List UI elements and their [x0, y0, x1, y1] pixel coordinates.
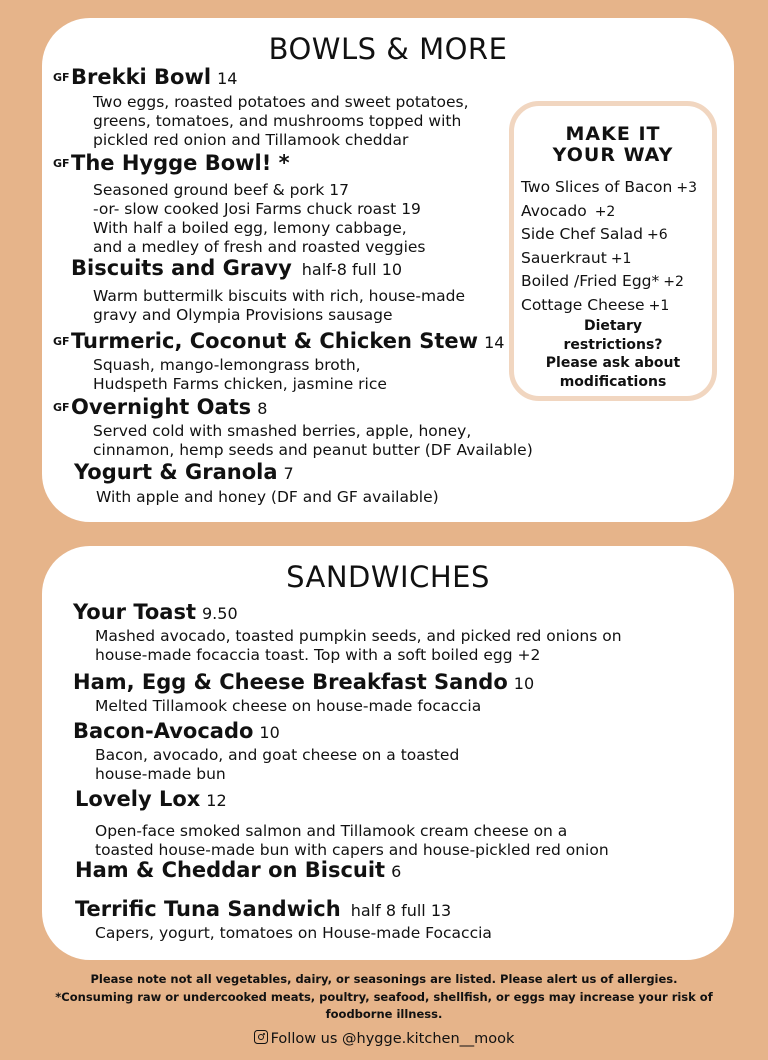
- item-price: 8: [257, 399, 268, 418]
- raw-food-warning: [0, 989, 768, 1023]
- item-description: -or- slow cooked Josi Farms chuck roast 19: [93, 200, 421, 218]
- add-on-item: [521, 223, 697, 247]
- item-price: 12: [206, 791, 227, 810]
- menu-item-your-toast: [73, 599, 622, 665]
- item-price: 10: [513, 674, 535, 693]
- add-on-name: Boiled /Fried Egg*: [521, 272, 660, 290]
- allergy-note: Please note not all vegetables, dairy, or seasonings are listed. Please alert us of allergies.: [90, 972, 678, 986]
- gf-badge: GF: [53, 335, 70, 348]
- item-description: Open-face smoked salmon and Tillamook cream cheese on a: [95, 822, 568, 840]
- item-name: Bacon-Avocado: [73, 719, 254, 743]
- add-on-price: +2: [594, 203, 616, 220]
- item-description: Seasoned ground beef & pork 17: [93, 181, 349, 199]
- item-description: Bacon, avocado, and goat cheese on a toasted: [95, 746, 460, 764]
- warning-line: *Consuming raw or undercooked meats, poultry, seafood, shellfish, or eggs may increase your risk of: [55, 990, 713, 1004]
- add-on-name: Two Slices of Bacon: [521, 178, 673, 196]
- section-title-bowls: BOWLS & MORE: [268, 32, 508, 66]
- warning-line: foodborne illness.: [325, 1007, 443, 1021]
- sandwiches-section: [42, 546, 734, 960]
- item-description: Mashed avocado, toasted pumpkin seeds, and picked red onions on: [95, 627, 622, 645]
- follow-text[interactable]: Follow us @hygge.kitchen__mook: [270, 1031, 515, 1047]
- note-line: modifications: [559, 373, 667, 390]
- item-price: 9.50: [202, 604, 238, 623]
- add-on-name: Side Chef Salad: [521, 225, 643, 243]
- make-it-your-way-title: [514, 124, 712, 166]
- menu-item-bacon-avocado: [73, 718, 459, 784]
- item-description: cinnamon, hemp seeds and peanut butter (DF Available): [93, 441, 533, 459]
- menu-item-brekki-bowl: [53, 64, 469, 150]
- item-name: The Hygge Bowl! *: [71, 151, 290, 175]
- item-description: Capers, yogurt, tomatoes on House-made Focaccia: [95, 924, 492, 942]
- menu-item-ham-egg-cheese-sando: [73, 669, 534, 716]
- add-on-price: +3: [676, 180, 697, 196]
- item-price: 14: [217, 69, 238, 88]
- item-name: Your Toast: [73, 600, 196, 624]
- item-description: With half a boiled egg, lemony cabbage,: [93, 219, 407, 237]
- add-on-item: [521, 294, 697, 318]
- add-on-list: [521, 176, 697, 317]
- item-description: Warm buttermilk biscuits with rich, house-made: [93, 287, 465, 305]
- menu-item-turmeric-stew: [53, 328, 504, 394]
- item-description: house-made bun: [95, 765, 226, 783]
- item-price: 10: [259, 723, 280, 742]
- menu-item-hygge-bowl: [53, 150, 426, 257]
- add-on-item: [521, 200, 697, 224]
- item-description: pickled red onion and Tillamook cheddar: [93, 131, 409, 149]
- item-description: With apple and honey (DF and GF available): [96, 488, 439, 506]
- item-description: Melted Tillamook cheese on house-made focaccia: [95, 697, 482, 715]
- section-title-sandwiches: SANDWICHES: [286, 560, 490, 594]
- title-line: YOUR WAY: [552, 144, 674, 166]
- add-on-item: [521, 176, 697, 200]
- note-line: Please ask about: [545, 355, 681, 371]
- gf-badge: GF: [53, 71, 70, 84]
- note-line: Dietary: [583, 318, 643, 334]
- item-name: Brekki Bowl: [71, 65, 212, 89]
- item-name: Lovely Lox: [75, 787, 201, 811]
- item-name: Overnight Oats: [71, 395, 252, 419]
- item-name: Yogurt & Granola: [74, 460, 278, 484]
- title-line: MAKE IT: [565, 123, 661, 145]
- menu-item-terrific-tuna: [75, 896, 492, 943]
- item-description: house-made focaccia toast. Top with a soft boiled egg +2: [95, 646, 541, 664]
- menu-item-yogurt-granola: [74, 459, 439, 507]
- add-on-name: Sauerkraut: [521, 248, 607, 267]
- item-description: and a medley of fresh and roasted veggies: [93, 238, 426, 256]
- item-name: Biscuits and Gravy: [71, 256, 292, 280]
- menu-item-ham-cheddar-biscuit: [75, 857, 401, 885]
- item-price: 6: [391, 862, 402, 881]
- add-on-price: +2: [663, 274, 684, 290]
- gf-badge: GF: [53, 401, 70, 414]
- add-on-price: +1: [648, 297, 670, 314]
- item-name: Ham & Cheddar on Biscuit: [75, 858, 386, 882]
- menu-item-overnight-oats: [53, 394, 533, 460]
- add-on-name: Avocado: [521, 201, 587, 220]
- add-on-item: [521, 270, 697, 294]
- item-description: gravy and Olympia Provisions sausage: [93, 306, 393, 324]
- note-line: restrictions?: [563, 336, 663, 353]
- item-name: Ham, Egg & Cheese Breakfast Sando: [73, 670, 508, 694]
- menu-item-biscuits-and-gravy: [71, 255, 465, 325]
- add-on-name: Cottage Cheese: [521, 295, 645, 314]
- add-on-price: +1: [610, 250, 632, 267]
- item-description: Squash, mango-lemongrass broth,: [93, 356, 361, 374]
- item-description: toasted house-made bun with capers and house-pickled red onion: [95, 841, 609, 859]
- item-price: half 8 full 13: [350, 901, 452, 920]
- gf-badge: GF: [53, 157, 70, 170]
- item-name: Terrific Tuna Sandwich: [75, 897, 341, 921]
- make-it-your-way-box: [509, 101, 717, 401]
- item-description: Served cold with smashed berries, apple, honey,: [93, 422, 472, 440]
- item-price: 14: [484, 333, 505, 352]
- item-name: Turmeric, Coconut & Chicken Stew: [71, 329, 479, 353]
- dietary-note: [514, 317, 712, 391]
- item-description: Two eggs, roasted potatoes and sweet potatoes,: [93, 93, 469, 111]
- instagram-icon: [254, 1030, 268, 1044]
- menu-item-lovely-lox: [75, 786, 609, 860]
- item-description: Hudspeth Farms chicken, jasmine rice: [93, 375, 387, 393]
- add-on-price: +6: [647, 227, 668, 243]
- add-on-item: [521, 247, 697, 271]
- item-price: half-8 full 10: [301, 260, 403, 279]
- social-follow[interactable]: [0, 1030, 768, 1047]
- item-price: 7: [283, 464, 294, 483]
- item-description: greens, tomatoes, and mushrooms topped with: [93, 112, 462, 130]
